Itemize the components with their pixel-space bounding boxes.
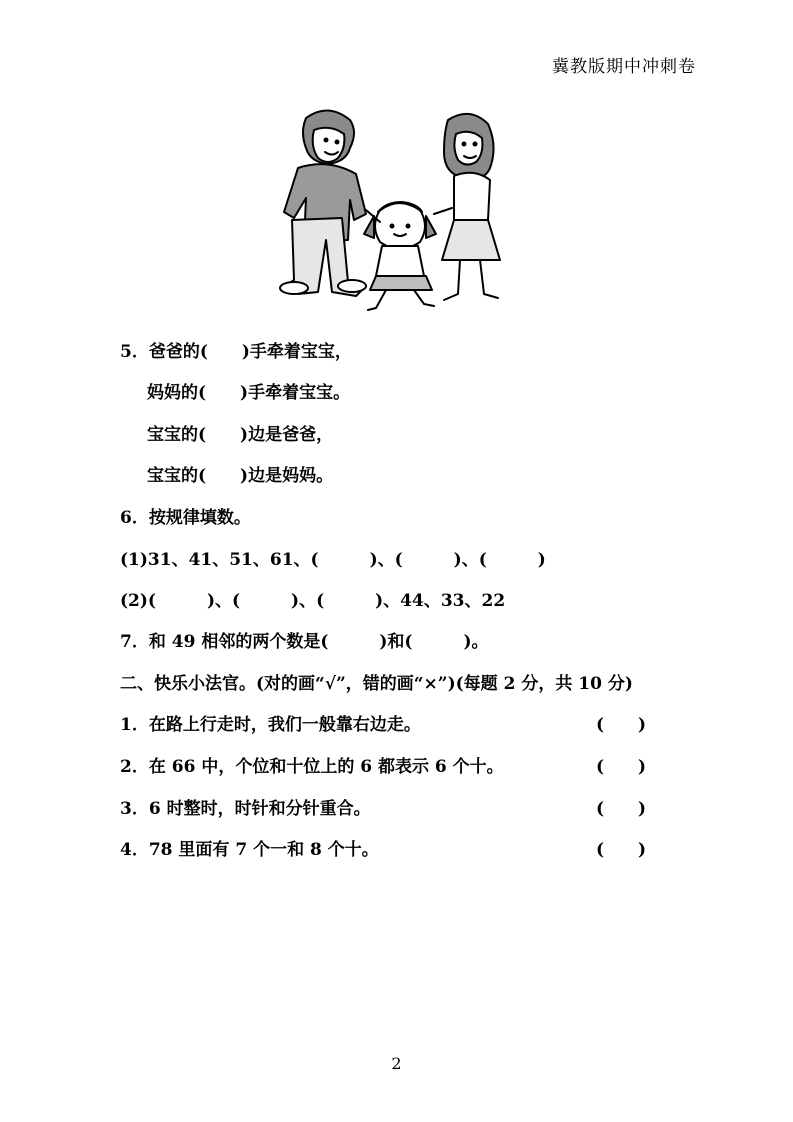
judge-question: 3．6 时整时，时针和分针重合。	[120, 799, 371, 819]
question-line: 5．爸爸的( )手牵着宝宝，	[120, 342, 352, 362]
judge-question: 2．在 66 中，个位和十位上的 6 都表示 6 个十。	[120, 757, 504, 777]
judge-question: 1．在路上行走时，我们一般靠右边走。	[120, 715, 421, 735]
question-line: (1)31、41、51、61、( )、( )、( )	[120, 550, 546, 570]
question-line: 6．按规律填数。	[120, 508, 251, 528]
answer-parentheses: ( )	[596, 715, 647, 735]
question-line: 宝宝的( )边是爸爸，	[147, 425, 334, 445]
judge-question: 4．78 里面有 7 个一和 8 个十。	[120, 840, 379, 860]
answer-parentheses: ( )	[596, 799, 647, 819]
family-illustration	[268, 100, 530, 325]
page-number: 2	[391, 1054, 402, 1073]
question-line: 宝宝的( )边是妈妈。	[147, 466, 334, 486]
document-header: 冀教版期中冲刺卷	[552, 57, 696, 77]
answer-parentheses: ( )	[596, 757, 647, 777]
answer-parentheses: ( )	[596, 840, 647, 860]
question-line: 妈妈的( )手牵着宝宝。	[147, 383, 351, 403]
question-line: (2)( )、( )、( )、44、33、22	[120, 591, 506, 611]
section-title: 二、快乐小法官。(对的画“√”，错的画“×”)(每题 2 分，共 10 分)	[120, 674, 633, 694]
question-line: 7．和 49 相邻的两个数是( )和( )。	[120, 632, 489, 652]
